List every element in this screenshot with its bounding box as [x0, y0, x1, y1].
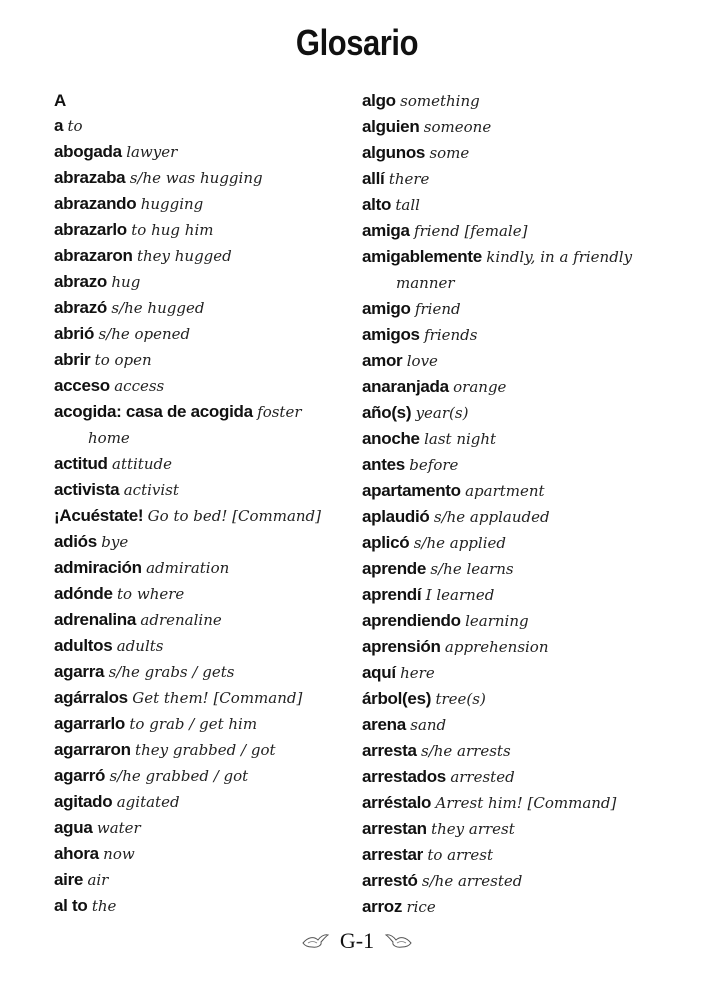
entry-definition: love — [406, 352, 438, 370]
entry-headword: árbol(es) — [362, 689, 432, 708]
entry-headword: A — [54, 91, 66, 110]
entry-definition: manner — [396, 274, 455, 292]
entry-headword: abrazando — [54, 194, 137, 213]
glossary-entry — [54, 321, 354, 347]
glossary-entry — [54, 607, 354, 633]
entry-headword: arrestados — [362, 767, 446, 786]
entry-definition: they grabbed / got — [135, 741, 276, 759]
entry-headword: aprendiendo — [362, 611, 461, 630]
glossary-entry — [54, 763, 354, 789]
dove-icon — [384, 931, 414, 951]
glossary-entry — [54, 529, 354, 555]
glossary-entry — [362, 738, 682, 764]
entry-headword: adiós — [54, 532, 97, 551]
entry-definition: there — [388, 170, 430, 188]
entry-definition: attitude — [112, 455, 172, 473]
glossary-entry — [54, 139, 354, 165]
glossary-entry — [54, 685, 354, 711]
entry-headword: abrazó — [54, 298, 107, 317]
glossary-column-left — [54, 88, 354, 919]
entry-headword: amigos — [362, 325, 420, 344]
entry-definition: tall — [395, 196, 420, 214]
glossary-entry — [362, 634, 682, 660]
glossary-entry — [362, 712, 682, 738]
entry-definition: to hug him — [131, 221, 214, 239]
entry-headword: agárralos — [54, 688, 128, 707]
glossary-entry — [362, 452, 682, 478]
page-number: G-1 — [339, 928, 375, 953]
glossary-entry — [362, 608, 682, 634]
entry-headword: año(s) — [362, 403, 412, 422]
entry-headword: arréstalo — [362, 793, 432, 812]
entry-definition: some — [429, 144, 470, 162]
entry-definition: rice — [406, 898, 436, 916]
glossary-entry — [54, 711, 354, 737]
entry-headword: acogida: casa de acogida — [54, 402, 253, 421]
page-title: Glosario — [295, 22, 419, 63]
entry-definition: apprehension — [444, 638, 549, 656]
entry-definition: apartment — [465, 482, 545, 500]
dove-icon — [300, 931, 330, 951]
glossary-entry — [54, 217, 354, 243]
entry-headword: amigo — [362, 299, 411, 318]
glossary-entry — [362, 478, 682, 504]
glossary-entry — [54, 581, 354, 607]
entry-headword: agitado — [54, 792, 113, 811]
entry-headword: a — [54, 116, 64, 135]
glossary-entry — [54, 243, 354, 269]
entry-headword: arrestó — [362, 871, 418, 890]
entry-headword: acceso — [54, 376, 110, 395]
entry-definition: to open — [94, 351, 152, 369]
entry-headword: amigablemente — [362, 247, 482, 266]
entry-definition: kindly, in a friendly — [486, 248, 633, 266]
entry-headword: aprende — [362, 559, 427, 578]
glossary-entry — [54, 191, 354, 217]
glossary-entry — [54, 165, 354, 191]
entry-definition: hug — [111, 273, 141, 291]
glossary-entry — [54, 269, 354, 295]
entry-definition: Get them! [Command] — [132, 689, 303, 707]
glossary-entry — [362, 504, 682, 530]
entry-headword: activista — [54, 480, 120, 499]
entry-definition: bye — [101, 533, 129, 551]
entry-definition: to arrest — [427, 846, 494, 864]
entry-definition: s/he applauded — [433, 508, 550, 526]
entry-definition: orange — [453, 378, 507, 396]
entry-headword: arresta — [362, 741, 417, 760]
entry-definition: I learned — [425, 586, 495, 604]
entry-definition: they hugged — [136, 247, 232, 265]
glossary-entry — [362, 296, 682, 322]
entry-definition: access — [114, 377, 165, 395]
entry-definition: they arrest — [431, 820, 515, 838]
glossary-entry — [54, 477, 354, 503]
entry-headword: aire — [54, 870, 84, 889]
glossary-entry — [362, 764, 682, 790]
glossary-entry — [362, 868, 682, 894]
glossary-entry — [54, 399, 354, 425]
entry-headword: aprendí — [362, 585, 422, 604]
entry-definition: s/he arrests — [421, 742, 511, 760]
entry-headword: abrazarlo — [54, 220, 127, 239]
entry-headword: algunos — [362, 143, 426, 162]
entry-definition: air — [87, 871, 109, 889]
entry-definition: friend — [414, 300, 461, 318]
entry-definition: s/he hugged — [111, 299, 205, 317]
glossary-entry — [54, 815, 354, 841]
entry-headword: agarró — [54, 766, 106, 785]
glossary-entry — [54, 555, 354, 581]
glossary-entry — [362, 582, 682, 608]
entry-headword: antes — [362, 455, 405, 474]
entry-definition: learning — [465, 612, 529, 630]
glossary-entry — [362, 426, 682, 452]
entry-headword: aplicó — [362, 533, 410, 552]
glossary-entry — [54, 295, 354, 321]
entry-headword: abrazo — [54, 272, 107, 291]
glossary-entry — [54, 503, 354, 529]
entry-definition-continued — [362, 270, 682, 296]
entry-headword: arrestan — [362, 819, 427, 838]
entry-headword: aplaudió — [362, 507, 430, 526]
glossary-entry — [362, 192, 682, 218]
glossary-entry — [54, 737, 354, 763]
glossary-entry — [362, 400, 682, 426]
entry-definition-continued — [54, 425, 354, 451]
entry-headword: agarrarlo — [54, 714, 126, 733]
glossary-column-right — [362, 88, 682, 920]
entry-headword: abogada — [54, 142, 122, 161]
entry-definition: water — [96, 819, 141, 837]
entry-definition: arrested — [450, 768, 515, 786]
entry-definition: home — [88, 429, 130, 447]
entry-headword: ahora — [54, 844, 99, 863]
entry-definition: s/he arrested — [421, 872, 523, 890]
entry-headword: adultos — [54, 636, 113, 655]
entry-definition: adults — [116, 637, 164, 655]
entry-definition: s/he opened — [98, 325, 191, 343]
entry-headword: abrazaron — [54, 246, 133, 265]
entry-definition: foster — [257, 403, 302, 421]
entry-headword: abrazaba — [54, 168, 126, 187]
entry-headword: anoche — [362, 429, 420, 448]
entry-definition: s/he grabs / gets — [108, 663, 235, 681]
entry-definition: admiration — [146, 559, 230, 577]
entry-definition: tree(s) — [435, 690, 486, 708]
entry-headword: amiga — [362, 221, 410, 240]
glossary-entry — [362, 842, 682, 868]
glossary-entry — [54, 88, 354, 113]
entry-headword: apartamento — [362, 481, 461, 500]
entry-headword: actitud — [54, 454, 108, 473]
entry-headword: agarraron — [54, 740, 131, 759]
entry-definition: to where — [117, 585, 185, 603]
glossary-entry — [362, 140, 682, 166]
entry-definition: adrenaline — [140, 611, 222, 629]
entry-definition: s/he learns — [430, 560, 514, 578]
entry-definition: year(s) — [415, 404, 469, 422]
glossary-entry — [362, 816, 682, 842]
entry-headword: ¡Acuéstate! — [54, 506, 144, 525]
glossary-entry — [362, 686, 682, 712]
entry-headword: anaranjada — [362, 377, 449, 396]
glossary-entry — [362, 322, 682, 348]
entry-headword: arena — [362, 715, 406, 734]
glossary-entry — [362, 244, 682, 270]
entry-headword: algo — [362, 91, 396, 110]
entry-definition: before — [409, 456, 459, 474]
glossary-entry — [362, 790, 682, 816]
entry-headword: amor — [362, 351, 403, 370]
glossary-entry — [362, 114, 682, 140]
entry-headword: aprensión — [362, 637, 441, 656]
entry-headword: arroz — [362, 897, 403, 916]
glossary-entry — [54, 373, 354, 399]
entry-definition: last night — [424, 430, 497, 448]
glossary-entry — [54, 841, 354, 867]
entry-headword: abrir — [54, 350, 91, 369]
entry-definition: hugging — [140, 195, 204, 213]
entry-definition: agitated — [116, 793, 180, 811]
entry-definition: sand — [410, 716, 447, 734]
glossary-entry — [54, 659, 354, 685]
entry-definition: activist — [123, 481, 179, 499]
glossary-entry — [362, 88, 682, 114]
entry-definition: s/he grabbed / got — [109, 767, 249, 785]
entry-headword: adónde — [54, 584, 113, 603]
glossary-entry — [362, 556, 682, 582]
entry-headword: adrenalina — [54, 610, 137, 629]
entry-definition: the — [91, 897, 117, 915]
entry-definition: to — [67, 117, 83, 135]
glossary-entry — [362, 530, 682, 556]
entry-definition: Go to bed! [Command] — [147, 507, 322, 525]
page-footer — [0, 928, 714, 954]
glossary-entry — [362, 218, 682, 244]
entry-definition: friends — [424, 326, 478, 344]
entry-definition: lawyer — [126, 143, 178, 161]
entry-headword: arrestar — [362, 845, 423, 864]
entry-definition: s/he applied — [413, 534, 506, 552]
glossary-entry — [54, 347, 354, 373]
entry-headword: aquí — [362, 663, 396, 682]
entry-definition: to grab / get him — [129, 715, 258, 733]
glossary-entry — [54, 113, 354, 139]
glossary-entry — [54, 451, 354, 477]
entry-definition: now — [103, 845, 135, 863]
entry-headword: abrió — [54, 324, 95, 343]
glossary-entry — [362, 660, 682, 686]
glossary-entry — [362, 348, 682, 374]
glossary-entry — [54, 633, 354, 659]
entry-definition: friend [female] — [414, 222, 528, 240]
entry-headword: al to — [54, 896, 88, 915]
glossary-entry — [362, 894, 682, 920]
entry-definition: someone — [423, 118, 492, 136]
entry-definition: s/he was hugging — [129, 169, 263, 187]
glossary-entry — [362, 166, 682, 192]
glossary-entry — [54, 789, 354, 815]
entry-headword: agarra — [54, 662, 105, 681]
entry-headword: agua — [54, 818, 93, 837]
entry-headword: alguien — [362, 117, 420, 136]
entry-definition: something — [400, 92, 480, 110]
entry-headword: admiración — [54, 558, 142, 577]
glossary-entry — [54, 867, 354, 893]
entry-headword: allí — [362, 169, 385, 188]
glossary-entry — [54, 893, 354, 919]
entry-definition: here — [400, 664, 435, 682]
entry-definition: Arrest him! [Command] — [435, 794, 617, 812]
glossary-entry — [362, 374, 682, 400]
entry-headword: alto — [362, 195, 392, 214]
